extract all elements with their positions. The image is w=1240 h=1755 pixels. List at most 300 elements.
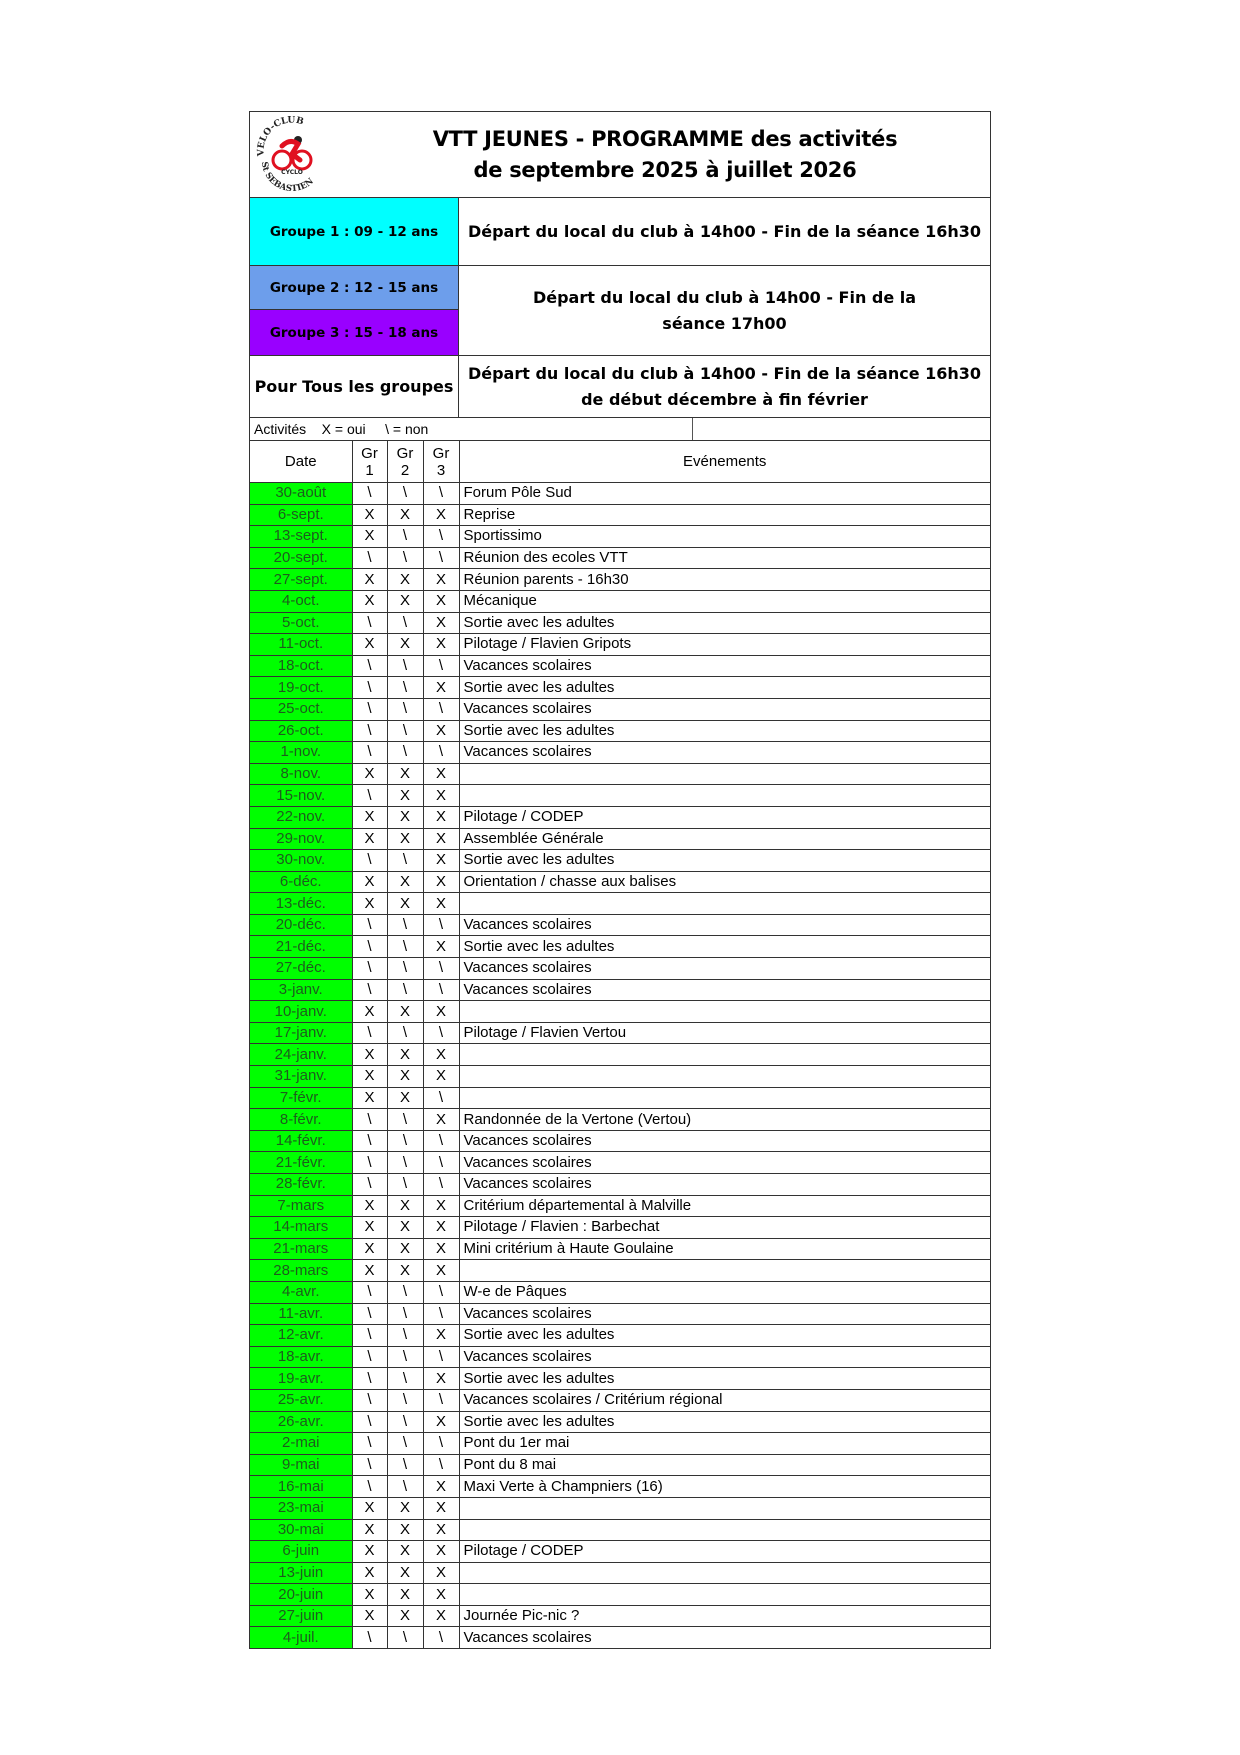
table-row [250,785,990,807]
gr1-cell: X [352,1066,387,1088]
col-header-gr3: Gr 3 [423,441,459,483]
table-row [250,936,990,958]
gr2-cell: \ [387,1368,423,1390]
table-row [250,1627,990,1648]
date-cell: 30-août [250,483,352,505]
event-cell: Pont du 8 mai [459,1454,990,1476]
date-cell: 30-nov. [250,850,352,872]
gr3-cell: \ [423,1389,459,1411]
table-row [250,1109,990,1131]
gr2-cell: \ [387,1130,423,1152]
table-row [250,526,990,548]
date-cell: 16-mai [250,1476,352,1498]
table-row [250,1174,990,1196]
date-cell: 1-nov. [250,742,352,764]
event-cell [459,763,990,785]
table-row [250,1087,990,1109]
gr2-cell: X [387,1497,423,1519]
gr1-cell: X [352,1497,387,1519]
event-cell: Vacances scolaires [459,1130,990,1152]
table-row [250,1238,990,1260]
gr2-cell: X [387,893,423,915]
gr3-cell: X [423,1605,459,1627]
gr2-cell: X [387,1562,423,1584]
table-row [250,590,990,612]
gr3-cell: X [423,1109,459,1131]
gr3-cell: \ [423,1174,459,1196]
date-cell: 21-févr. [250,1152,352,1174]
event-cell [459,1562,990,1584]
event-cell [459,1260,990,1282]
programme-sheet [249,111,991,1649]
table-row [250,1562,990,1584]
event-cell [459,1001,990,1023]
gr1-cell: \ [352,1325,387,1347]
gr2-cell: \ [387,1174,423,1196]
table-row [250,720,990,742]
event-cell [459,785,990,807]
club-logo-icon [256,116,328,192]
event-cell: Assemblée Générale [459,828,990,850]
table-row [250,914,990,936]
gr3-cell: X [423,1411,459,1433]
date-cell: 11-avr. [250,1303,352,1325]
gr1-cell: \ [352,1281,387,1303]
date-cell: 3-janv. [250,979,352,1001]
event-cell [459,1519,990,1541]
date-cell: 30-mai [250,1519,352,1541]
date-cell: 26-avr. [250,1411,352,1433]
gr3-cell: X [423,612,459,634]
gr1-cell: X [352,1238,387,1260]
gr1-cell: X [352,1584,387,1606]
date-cell: 20-juin [250,1584,352,1606]
logo-text-mid: CYCLO [281,169,303,176]
gr1-cell: \ [352,1130,387,1152]
date-cell: 27-juin [250,1605,352,1627]
table-row [250,677,990,699]
event-cell: Vacances scolaires [459,1152,990,1174]
gr1-cell: \ [352,1174,387,1196]
gr1-cell: X [352,1087,387,1109]
gr3-cell: \ [423,1346,459,1368]
gr2-cell: \ [387,677,423,699]
gr1-cell: \ [352,483,387,505]
gr2-cell: X [387,1519,423,1541]
event-cell: Randonnée de la Vertone (Vertou) [459,1109,990,1131]
gr2-cell: X [387,504,423,526]
gr3-cell: X [423,1541,459,1563]
date-cell: 19-avr. [250,1368,352,1390]
event-cell: Vacances scolaires [459,979,990,1001]
date-cell: 27-déc. [250,958,352,980]
gr1-cell: \ [352,979,387,1001]
table-row [250,1130,990,1152]
gr2-cell: \ [387,720,423,742]
gr1-cell: X [352,828,387,850]
gr2-cell: \ [387,698,423,720]
gr3-cell: \ [423,698,459,720]
table-row [250,1303,990,1325]
gr1-cell: X [352,1519,387,1541]
table-row [250,1260,990,1282]
gr2-cell: \ [387,1346,423,1368]
logo-text-bottom: St SEBASTIEN [258,161,316,192]
gr1-cell: \ [352,677,387,699]
gr1-cell: \ [352,785,387,807]
date-cell: 20-déc. [250,914,352,936]
event-cell [459,1087,990,1109]
gr3-cell: X [423,1195,459,1217]
gr2-cell: \ [387,742,423,764]
date-cell: 8-févr. [250,1109,352,1131]
gr1-cell: \ [352,612,387,634]
gr3-cell: X [423,1260,459,1282]
table-row [250,958,990,980]
gr1-cell: \ [352,655,387,677]
gr3-cell: \ [423,526,459,548]
gr3-cell: X [423,504,459,526]
gr2-cell: \ [387,1476,423,1498]
date-cell: 20-sept. [250,547,352,569]
col-header-events: Evénements [459,441,990,483]
gr3-cell: X [423,569,459,591]
date-cell: 4-juil. [250,1627,352,1648]
event-cell: Sortie avec les adultes [459,1368,990,1390]
gr2-cell: \ [387,547,423,569]
gr1-cell: \ [352,850,387,872]
gr3-cell: \ [423,1454,459,1476]
event-cell: Journée Pic-nic ? [459,1605,990,1627]
date-cell: 21-déc. [250,936,352,958]
table-row [250,655,990,677]
gr2-cell: X [387,1066,423,1088]
gr1-cell: X [352,634,387,656]
gr1-cell: X [352,763,387,785]
date-cell: 12-avr. [250,1325,352,1347]
gr1-cell: \ [352,1627,387,1648]
gr1-cell: \ [352,1368,387,1390]
table-row [250,871,990,893]
gr1-cell: \ [352,1476,387,1498]
gr2-cell: \ [387,1627,423,1648]
gr3-cell: \ [423,1022,459,1044]
event-cell: Vacances scolaires [459,742,990,764]
gr1-cell: \ [352,742,387,764]
group23-schedule: Départ du local du club à 14h00 - Fin de la séance 17h00 [532,287,917,333]
gr1-cell: X [352,1195,387,1217]
gr3-cell: X [423,1001,459,1023]
gr3-cell: X [423,871,459,893]
table-row [250,1497,990,1519]
event-cell: Forum Pôle Sud [459,483,990,505]
group1-schedule: Départ du local du club à 14h00 - Fin de la séance 16h30 [467,221,982,241]
gr1-cell: \ [352,936,387,958]
gr3-cell: \ [423,1087,459,1109]
gr3-cell: \ [423,914,459,936]
gr2-cell: \ [387,936,423,958]
gr1-cell: \ [352,1152,387,1174]
date-cell: 8-nov. [250,763,352,785]
gr1-cell: X [352,526,387,548]
group23-row [250,266,990,356]
table-row [250,1584,990,1606]
gr3-cell: X [423,806,459,828]
gr2-cell: X [387,871,423,893]
all-groups-label: Pour Tous les groupes [250,356,459,417]
gr1-cell: X [352,569,387,591]
date-cell: 5-oct. [250,612,352,634]
gr1-cell: X [352,590,387,612]
gr3-cell: X [423,936,459,958]
table-row [250,1454,990,1476]
gr2-cell: \ [387,1281,423,1303]
table-row [250,504,990,526]
date-cell: 13-juin [250,1562,352,1584]
event-cell: Vacances scolaires [459,1627,990,1648]
table-row [250,1605,990,1627]
event-cell: Mécanique [459,590,990,612]
table-row [250,1044,990,1066]
gr2-cell: X [387,763,423,785]
gr3-cell: X [423,1476,459,1498]
table-row [250,612,990,634]
gr2-cell: X [387,1195,423,1217]
date-cell: 9-mai [250,1454,352,1476]
gr1-cell: X [352,1001,387,1023]
gr2-cell: \ [387,958,423,980]
legend-text: Activités X = oui \ = non [250,418,693,440]
gr2-cell: \ [387,1303,423,1325]
group1-row [250,198,990,266]
event-cell [459,893,990,915]
date-cell: 13-déc. [250,893,352,915]
event-cell: Reprise [459,504,990,526]
gr1-cell: X [352,1044,387,1066]
gr2-cell: \ [387,1325,423,1347]
date-cell: 7-févr. [250,1087,352,1109]
all-groups-row [250,356,990,418]
gr2-cell: X [387,1044,423,1066]
table-row [250,1368,990,1390]
date-cell: 7-mars [250,1195,352,1217]
gr2-cell: X [387,634,423,656]
table-row [250,893,990,915]
gr2-cell: X [387,590,423,612]
date-cell: 25-oct. [250,698,352,720]
event-cell: Pilotage / CODEP [459,806,990,828]
date-cell: 25-avr. [250,1389,352,1411]
gr2-cell: X [387,1584,423,1606]
event-cell: Sportissimo [459,526,990,548]
gr2-cell: X [387,785,423,807]
col-header-gr1: Gr 1 [352,441,387,483]
date-cell: 26-oct. [250,720,352,742]
date-cell: 27-sept. [250,569,352,591]
event-cell: Sortie avec les adultes [459,677,990,699]
date-cell: 11-oct. [250,634,352,656]
date-cell: 31-janv. [250,1066,352,1088]
table-row [250,1541,990,1563]
gr3-cell: X [423,720,459,742]
gr3-cell: X [423,1368,459,1390]
gr3-cell: X [423,1497,459,1519]
event-cell [459,1066,990,1088]
title-line-1: VTT JEUNES - PROGRAMME des activités [432,127,898,151]
date-cell: 22-nov. [250,806,352,828]
table-row [250,1281,990,1303]
gr2-cell: X [387,1605,423,1627]
logo-text-top: VELO-CLUB [256,116,305,157]
gr1-cell: \ [352,698,387,720]
gr1-cell: \ [352,1303,387,1325]
gr3-cell: X [423,677,459,699]
date-cell: 17-janv. [250,1022,352,1044]
gr1-cell: X [352,1541,387,1563]
gr2-cell: X [387,828,423,850]
date-cell: 18-oct. [250,655,352,677]
date-cell: 29-nov. [250,828,352,850]
gr2-cell: X [387,569,423,591]
gr1-cell: X [352,1217,387,1239]
gr3-cell: \ [423,1281,459,1303]
table-row [250,569,990,591]
event-cell: W-e de Pâques [459,1281,990,1303]
date-cell: 2-mai [250,1433,352,1455]
gr2-cell: \ [387,612,423,634]
table-row [250,850,990,872]
event-cell: Orientation / chasse aux balises [459,871,990,893]
title-line-2: de septembre 2025 à juillet 2026 [473,158,857,182]
table-row [250,828,990,850]
gr2-cell: \ [387,1433,423,1455]
gr3-cell: X [423,1066,459,1088]
table-header-row [250,441,990,483]
gr2-cell: X [387,1001,423,1023]
event-cell: Vacances scolaires [459,1303,990,1325]
table-row [250,547,990,569]
gr1-cell: X [352,1562,387,1584]
event-cell: Vacances scolaires [459,655,990,677]
event-cell: Sortie avec les adultes [459,1411,990,1433]
event-cell [459,1497,990,1519]
gr1-cell: \ [352,1433,387,1455]
gr1-cell: X [352,893,387,915]
event-cell: Vacances scolaires [459,958,990,980]
event-cell: Sortie avec les adultes [459,612,990,634]
date-cell: 24-janv. [250,1044,352,1066]
event-cell: Critérium départemental à Malville [459,1195,990,1217]
date-cell: 15-nov. [250,785,352,807]
all-schedule-line-2: de début décembre à fin février [581,389,868,409]
gr1-cell: X [352,806,387,828]
all-groups-schedule [459,356,990,417]
gr2-cell: \ [387,979,423,1001]
gr3-cell: X [423,1044,459,1066]
event-cell: Sortie avec les adultes [459,936,990,958]
gr2-cell: X [387,1541,423,1563]
table-row [250,483,990,505]
table-row [250,1001,990,1023]
gr3-cell: X [423,1562,459,1584]
gr2-cell: \ [387,1152,423,1174]
gr2-cell: \ [387,914,423,936]
date-cell: 13-sept. [250,526,352,548]
event-cell: Maxi Verte à Champniers (16) [459,1476,990,1498]
gr1-cell: X [352,1605,387,1627]
gr2-cell: X [387,806,423,828]
event-cell: Sortie avec les adultes [459,1325,990,1347]
gr2-cell: \ [387,1389,423,1411]
table-row [250,742,990,764]
date-cell: 14-mars [250,1217,352,1239]
group23-labels [250,266,459,355]
event-cell: Pont du 1er mai [459,1433,990,1455]
gr1-cell: \ [352,720,387,742]
table-row [250,1476,990,1498]
date-cell: 6-juin [250,1541,352,1563]
date-cell: 4-avr. [250,1281,352,1303]
table-row [250,1433,990,1455]
gr1-cell: \ [352,1346,387,1368]
gr1-cell: \ [352,1022,387,1044]
gr3-cell: X [423,763,459,785]
gr3-cell: \ [423,742,459,764]
event-cell [459,1044,990,1066]
event-cell: Vacances scolaires [459,698,990,720]
gr3-cell: \ [423,483,459,505]
event-cell: Vacances scolaires [459,1346,990,1368]
gr3-cell: \ [423,1303,459,1325]
table-row [250,806,990,828]
event-cell: Pilotage / Flavien Gripots [459,634,990,656]
gr1-cell: \ [352,914,387,936]
gr2-cell: \ [387,1454,423,1476]
event-cell: Vacances scolaires [459,1174,990,1196]
gr2-cell: \ [387,1109,423,1131]
gr2-cell: \ [387,850,423,872]
date-cell: 23-mai [250,1497,352,1519]
date-cell: 18-avr. [250,1346,352,1368]
gr2-cell: X [387,1260,423,1282]
col-header-date: Date [250,441,352,483]
gr3-cell: \ [423,979,459,1001]
gr2-cell: \ [387,1022,423,1044]
gr3-cell: X [423,1238,459,1260]
gr1-cell: \ [352,547,387,569]
date-cell: 6-sept. [250,504,352,526]
table-row [250,698,990,720]
gr3-cell: \ [423,655,459,677]
gr2-cell: X [387,1238,423,1260]
gr1-cell: X [352,1260,387,1282]
gr2-cell: \ [387,526,423,548]
all-schedule-line-1: Départ du local du club à 14h00 - Fin de la séance 16h30 [467,363,982,383]
event-cell: Vacances scolaires / Critérium régional [459,1389,990,1411]
event-cell: Pilotage / Flavien Vertou [459,1022,990,1044]
col-header-gr2: Gr 2 [387,441,423,483]
gr1-cell: X [352,871,387,893]
gr3-cell: X [423,850,459,872]
table-row [250,1346,990,1368]
date-cell: 28-mars [250,1260,352,1282]
gr1-cell: X [352,504,387,526]
gr3-cell: X [423,634,459,656]
table-row [250,1389,990,1411]
event-cell: Pilotage / Flavien : Barbechat [459,1217,990,1239]
table-row [250,979,990,1001]
schedule-table [250,441,990,1648]
